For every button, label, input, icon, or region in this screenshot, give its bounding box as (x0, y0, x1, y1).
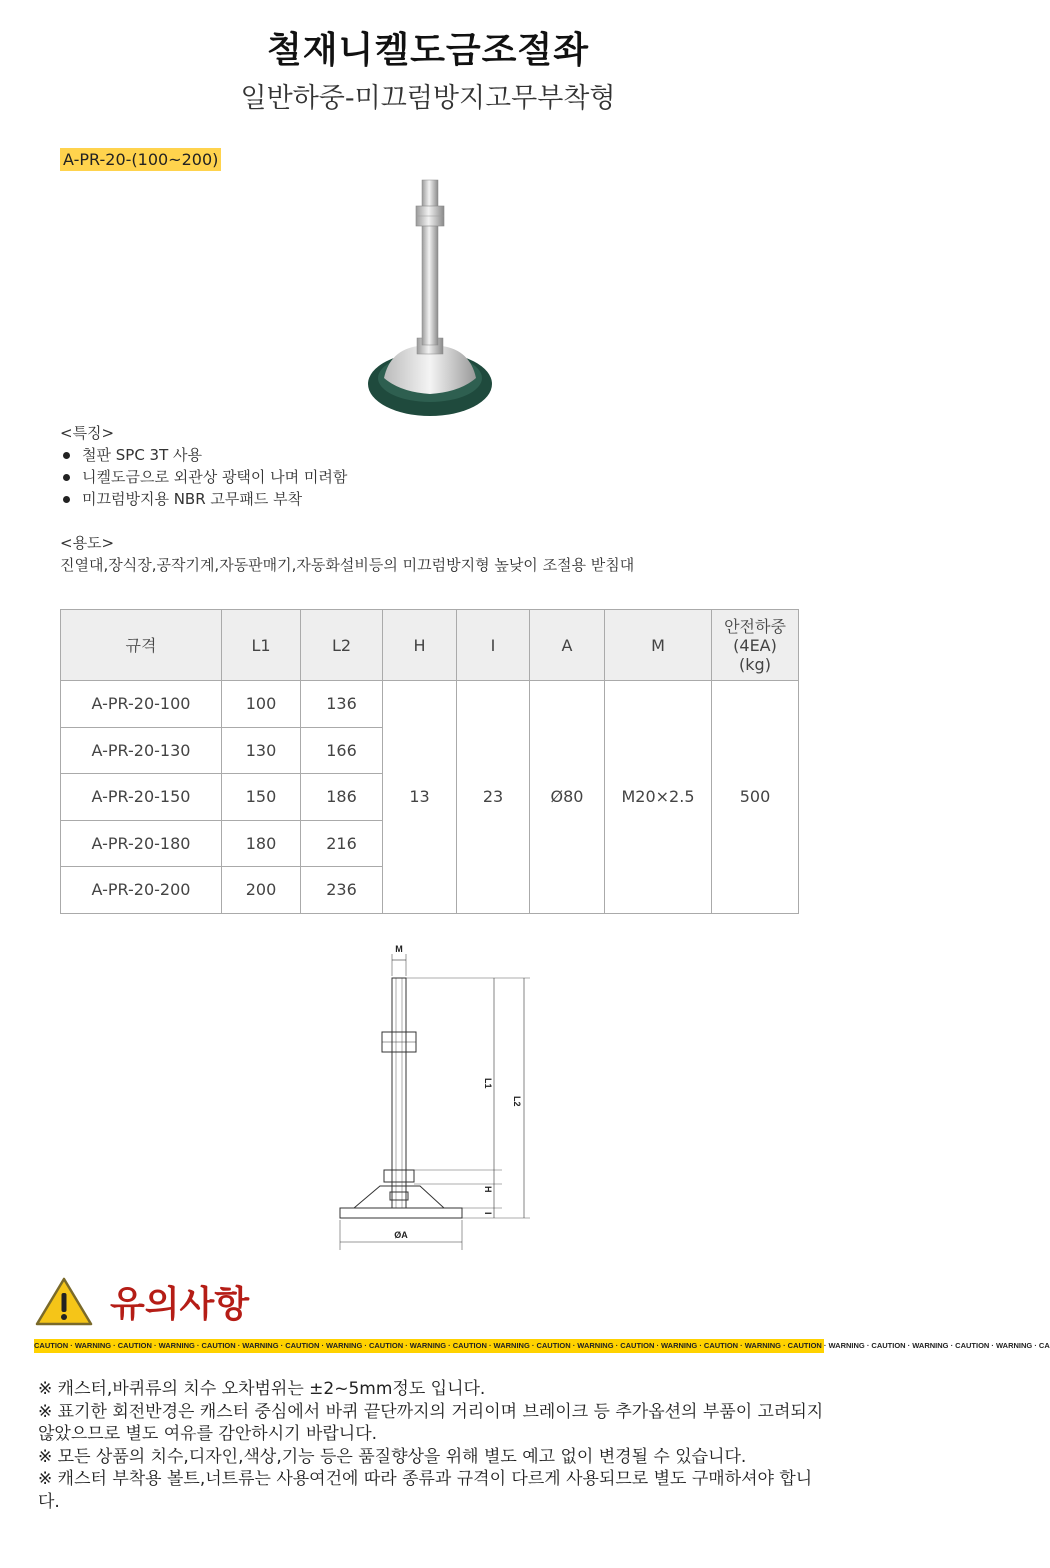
label-h: H (483, 1186, 493, 1193)
header-m: M (605, 610, 712, 681)
table-header-row (61, 610, 799, 681)
cell-l2: 136 (301, 681, 383, 728)
label-a: ØA (394, 1230, 408, 1240)
header-model: 규격 (61, 610, 222, 681)
cell-model: A-PR-20-100 (61, 681, 222, 728)
feature-item: 니켈도금으로 외관상 광택이 나며 미려함 (60, 466, 347, 488)
table-row (61, 681, 799, 728)
notes-section (38, 1378, 828, 1513)
header-load-line: (kg) (739, 654, 771, 674)
label-m: M (395, 944, 403, 954)
cell-model: A-PR-20-150 (61, 774, 222, 821)
cell-l2: 186 (301, 774, 383, 821)
cell-l2: 166 (301, 727, 383, 774)
usage-heading: <용도> (60, 534, 115, 552)
spec-table (60, 609, 799, 914)
usage-text: 진열대,장식장,공작기계,자동판매기,자동화설비등의 미끄럼방지형 높낮이 조절용 받침대 (60, 556, 635, 574)
header-l2: L2 (301, 610, 383, 681)
cell-m: M20×2.5 (605, 681, 712, 914)
cell-l2: 236 (301, 867, 383, 914)
product-photo (360, 170, 500, 430)
caution-tape: CAUTION · WARNING · CAUTION · WARNING · CAUTION · WARNING · CAUTION · WARNING · CAUTION · WARNING · CAUTION · WARNING · CAUTION · WARNING · CAUTION · WARNING · CAUTION · WARNING · CAUTION · WARNING · CAUTION · WARNING · CAUTION · WARNING · CA (34, 1339, 824, 1353)
header-h: H (383, 610, 457, 681)
label-i: I (483, 1212, 493, 1215)
cell-model: A-PR-20-130 (61, 727, 222, 774)
header-a: A (530, 610, 605, 681)
cell-model: A-PR-20-200 (61, 867, 222, 914)
cell-model: A-PR-20-180 (61, 820, 222, 867)
header-load-line: 안전하중 (724, 616, 786, 636)
page-title: 철재니켈도금조절좌 (267, 30, 589, 71)
cell-l1: 200 (222, 867, 301, 914)
cell-l1: 130 (222, 727, 301, 774)
features-section (60, 422, 347, 510)
label-l1: L1 (483, 1078, 493, 1089)
features-heading: <특징> (60, 424, 115, 442)
cell-l2: 216 (301, 820, 383, 867)
cell-a: Ø80 (530, 681, 605, 914)
dimension-diagram (330, 940, 530, 1252)
cell-l1: 150 (222, 774, 301, 821)
header-safe-load (712, 610, 799, 681)
header-load-line: (4EA) (733, 635, 777, 655)
cell-h: 13 (383, 681, 457, 914)
caution-title: 유의사항 (110, 1284, 250, 1325)
label-l2: L2 (512, 1096, 522, 1107)
note-item: ※ 모든 상품의 치수,디자인,색상,기능 등은 품질향상을 위해 별도 예고 없이 변경될 수 있습니다. (38, 1446, 747, 1467)
feature-item: 철판 SPC 3T 사용 (60, 444, 347, 466)
feature-item: 미끄럼방지용 NBR 고무패드 부착 (60, 488, 347, 510)
cell-l1: 100 (222, 681, 301, 728)
cell-i: 23 (457, 681, 530, 914)
note-item: ※ 캐스터,바퀴류의 치수 오차범위는 ±2~5mm정도 입니다. (38, 1379, 486, 1399)
note-item: ※ 표기한 회전반경은 캐스터 중심에서 바퀴 끝단까지의 거리이며 브레이크 등 추가옵션의 부품이 고려되지 않았으므로 별도 여유를 감안하시기 바랍니다. (38, 1401, 824, 1444)
cell-safe-load: 500 (712, 681, 799, 914)
note-item: ※ 캐스터 부착용 볼트,너트류는 사용여건에 따라 종류과 규격이 다르게 사용되므로 별도 구매하셔야 합니다. (38, 1469, 813, 1512)
cell-l1: 180 (222, 820, 301, 867)
page-subtitle: 일반하중-미끄럼방지고무부착형 (240, 83, 616, 114)
warning-icon (34, 1276, 94, 1328)
header-i: I (457, 610, 530, 681)
usage-section (60, 532, 634, 576)
header-l1: L1 (222, 610, 301, 681)
model-tag: A-PR-20-(100~200) (60, 148, 221, 171)
